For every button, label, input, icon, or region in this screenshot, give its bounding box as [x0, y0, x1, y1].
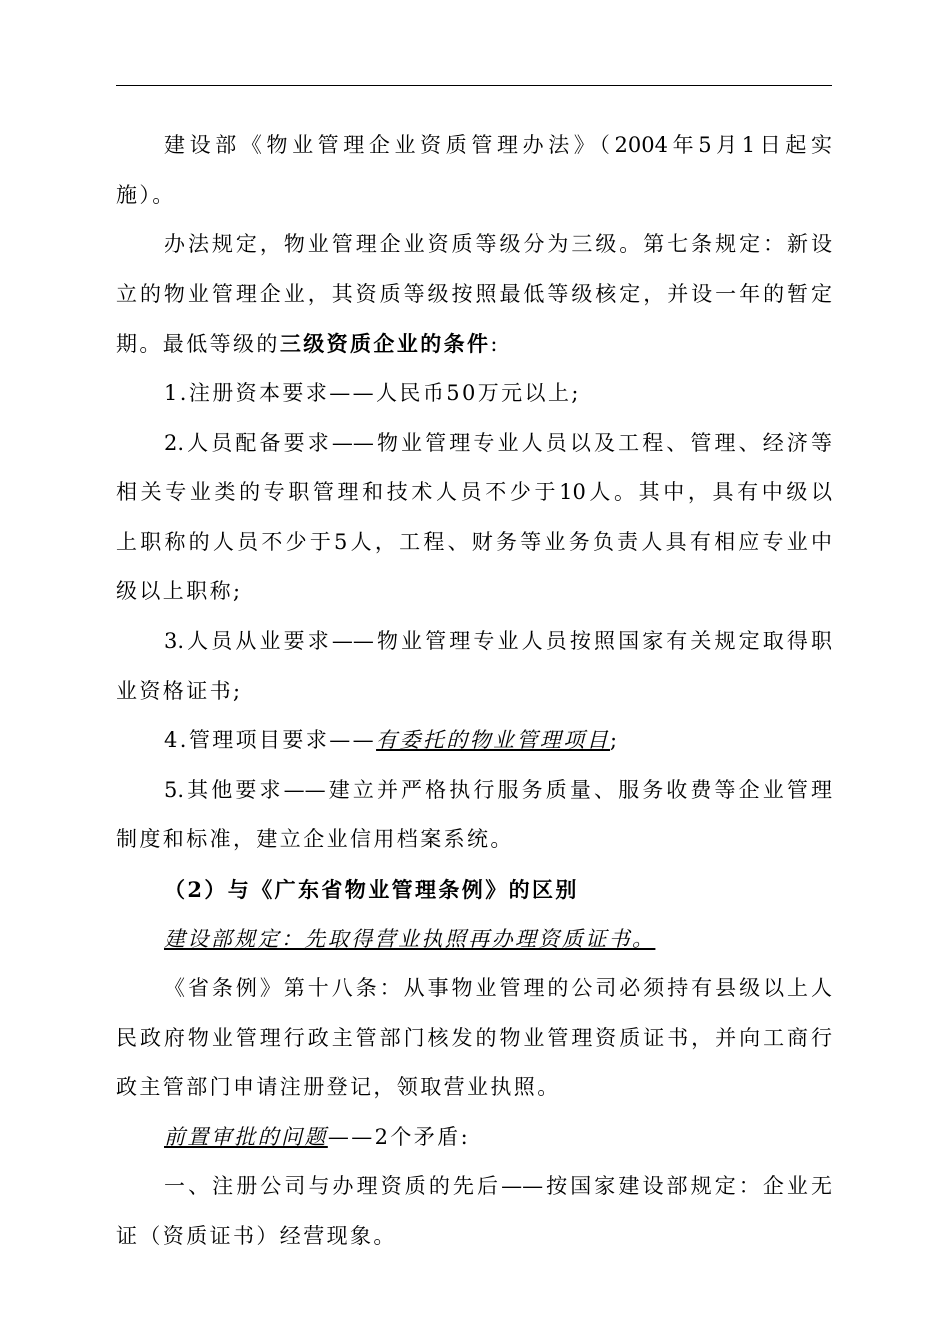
text-line: [116, 220, 832, 270]
line-text: 相关专业类的专职管理和技术人员不少于10人。其中，具有中级以: [116, 480, 832, 505]
line-text: :: [490, 332, 500, 357]
underlined-text: 建设部规定：先取得营业执照再办理资质证书。: [164, 926, 656, 951]
line-text: 5.其他要求——建立并严格执行服务质量、服务收费等企业管理: [164, 777, 832, 802]
text-line: [116, 518, 832, 568]
document-body: [116, 121, 832, 1262]
section-heading: [116, 865, 832, 915]
heading-text: （2）与《广东省物业管理条例》的区别: [164, 876, 579, 902]
line-text: 级以上职称;: [116, 579, 243, 604]
line-text: ;: [610, 728, 620, 753]
text-line: [116, 964, 832, 1014]
text-line: [116, 419, 832, 469]
text-line: [116, 1014, 832, 1064]
text-line: [116, 369, 832, 419]
line-text: 《省条例》第十八条：从事物业管理的公司必须持有县级以上人: [164, 976, 832, 1001]
line-text: 制度和标准，建立企业信用档案系统。: [116, 827, 514, 852]
text-line: [116, 1162, 832, 1212]
text-line: [116, 716, 832, 766]
line-text: 证（资质证书）经营现象。: [116, 1224, 397, 1249]
line-text: 业资格证书;: [116, 678, 243, 703]
text-line: [116, 1113, 832, 1163]
line-text: 民政府物业管理行政主管部门核发的物业管理资质证书，并向工商行: [116, 1025, 832, 1050]
text-line: [116, 915, 832, 965]
line-text: 施）。: [116, 182, 176, 207]
text-line: [116, 171, 832, 221]
line-text: ——2个矛盾:: [327, 1124, 471, 1149]
line-text: 4.管理项目要求——: [164, 728, 377, 753]
text-line: [116, 1212, 832, 1262]
text-line: [116, 567, 832, 617]
text-line: [116, 617, 832, 667]
header-rule: [116, 85, 832, 86]
text-line: [116, 468, 832, 518]
text-line: [116, 766, 832, 816]
line-text: 建设部《物业管理企业资质管理办法》（2004年5月1日起实: [164, 133, 832, 157]
line-text: 立的物业管理企业，其资质等级按照最低等级核定，并设一年的暂定: [116, 281, 832, 306]
line-text: 3.人员从业要求——物业管理专业人员按照国家有关规定取得职: [164, 628, 832, 653]
underlined-text: 有委托的物业管理项目: [376, 728, 611, 753]
line-text: 2.人员配备要求——物业管理专业人员以及工程、管理、经济等: [164, 430, 832, 455]
line-text: 政主管部门申请注册登记，领取营业执照。: [116, 1075, 561, 1100]
line-text: 期。最低等级的: [116, 332, 280, 357]
line-text: 1.注册资本要求——人民币50万元以上;: [164, 380, 581, 405]
text-line: [116, 121, 832, 171]
text-line: [116, 815, 832, 865]
text-line: [116, 667, 832, 717]
bold-text: 三级资质企业的条件: [279, 331, 491, 357]
line-text: 一、注册公司与办理资质的先后——按国家建设部规定：企业无: [164, 1174, 832, 1199]
text-line: [116, 1063, 832, 1113]
text-line: [116, 270, 832, 320]
text-line: [116, 319, 832, 369]
line-text: 办法规定，物业管理企业资质等级分为三级。第七条规定：新设: [164, 232, 832, 257]
line-text: 上职称的人员不少于5人，工程、财务等业务负责人具有相应专业中: [116, 529, 832, 554]
underlined-text: 前置审批的问题: [164, 1124, 328, 1149]
